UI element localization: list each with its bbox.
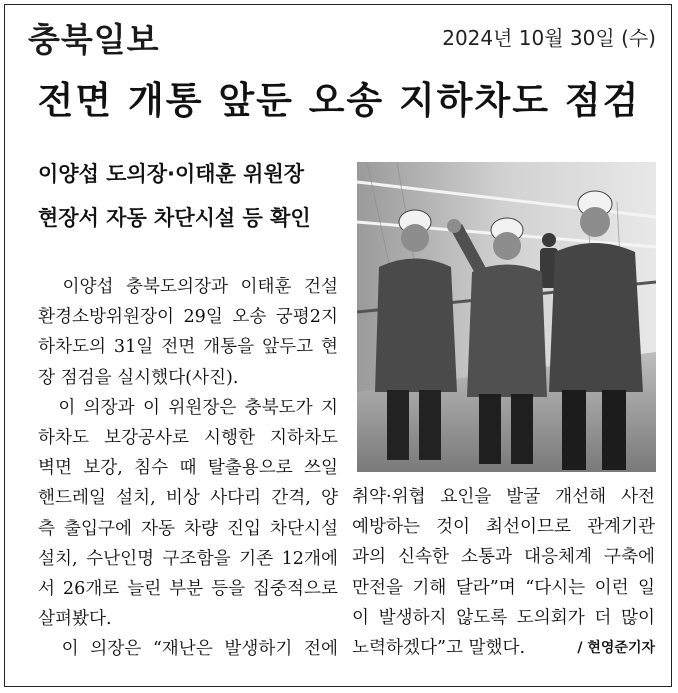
body-line: 하차도 보강공사로 시행한 지하차도 xyxy=(38,428,338,449)
body-line: 이 의장과 이 위원장은 충북도가 지 xyxy=(38,397,338,418)
article-body-right-column xyxy=(352,482,655,663)
body-line: 장 점검을 실시했다(사진). xyxy=(38,367,239,388)
body-line: 환경소방위원장이 29일 오송 궁평2지 xyxy=(38,307,338,328)
body-line: 취약·위협 요인을 발굴 개선해 사전 xyxy=(352,487,655,507)
body-line: 이 의장은 “재난은 발생하기 전에 xyxy=(38,639,338,660)
body-line: 벽면 보강, 침수 때 탈출용으로 쓰일 xyxy=(38,458,338,479)
body-line: 이양섭 충북도의장과 이태훈 건설 xyxy=(38,277,338,297)
reporter-byline: / 현영준기자 xyxy=(577,640,655,657)
article-photo xyxy=(357,162,656,472)
body-line: 만전을 기해 달라”며 “다시는 이런 일 xyxy=(352,577,655,598)
body-line: 살펴봤다. xyxy=(38,609,112,630)
body-line: 측 출입구에 자동 차량 진입 차단시설 xyxy=(38,518,338,539)
body-line: 과의 신속한 소통과 대응체계 구축에 xyxy=(352,547,655,568)
body-line: 하차도의 31일 전면 개통을 앞두고 현 xyxy=(38,337,338,358)
body-line: 예방하는 것이 최선이므로 관계기관 xyxy=(352,517,655,538)
subheadline-line-2: 현장서 자동 차단시설 등 확인 xyxy=(38,206,311,230)
body-line: 핸드레일 설치, 비상 사다리 간격, 양 xyxy=(38,488,338,509)
headline: 전면 개통 앞둔 오송 지하차도 점검 xyxy=(37,79,641,122)
subheadline-line-1: 이양섭 도의장·이태훈 위원장 xyxy=(38,162,305,186)
article-body-left-column xyxy=(38,272,338,665)
body-line: 이 발생하지 않도록 도의회가 더 많이 xyxy=(352,607,655,628)
photo-officials-tunnel-icon xyxy=(357,162,656,472)
body-line: 설치, 수난인명 구조함을 기존 12개에 xyxy=(38,548,338,569)
body-line: 서 26개로 늘린 부분 등을 집중적으로 xyxy=(38,579,338,600)
newspaper-name: 충북일보 xyxy=(28,20,160,59)
publication-date: 2024년 10월 30일 (수) xyxy=(442,26,656,50)
body-line: 노력하겠다”고 말했다. xyxy=(352,638,526,659)
body-line-with-byline xyxy=(352,633,655,663)
